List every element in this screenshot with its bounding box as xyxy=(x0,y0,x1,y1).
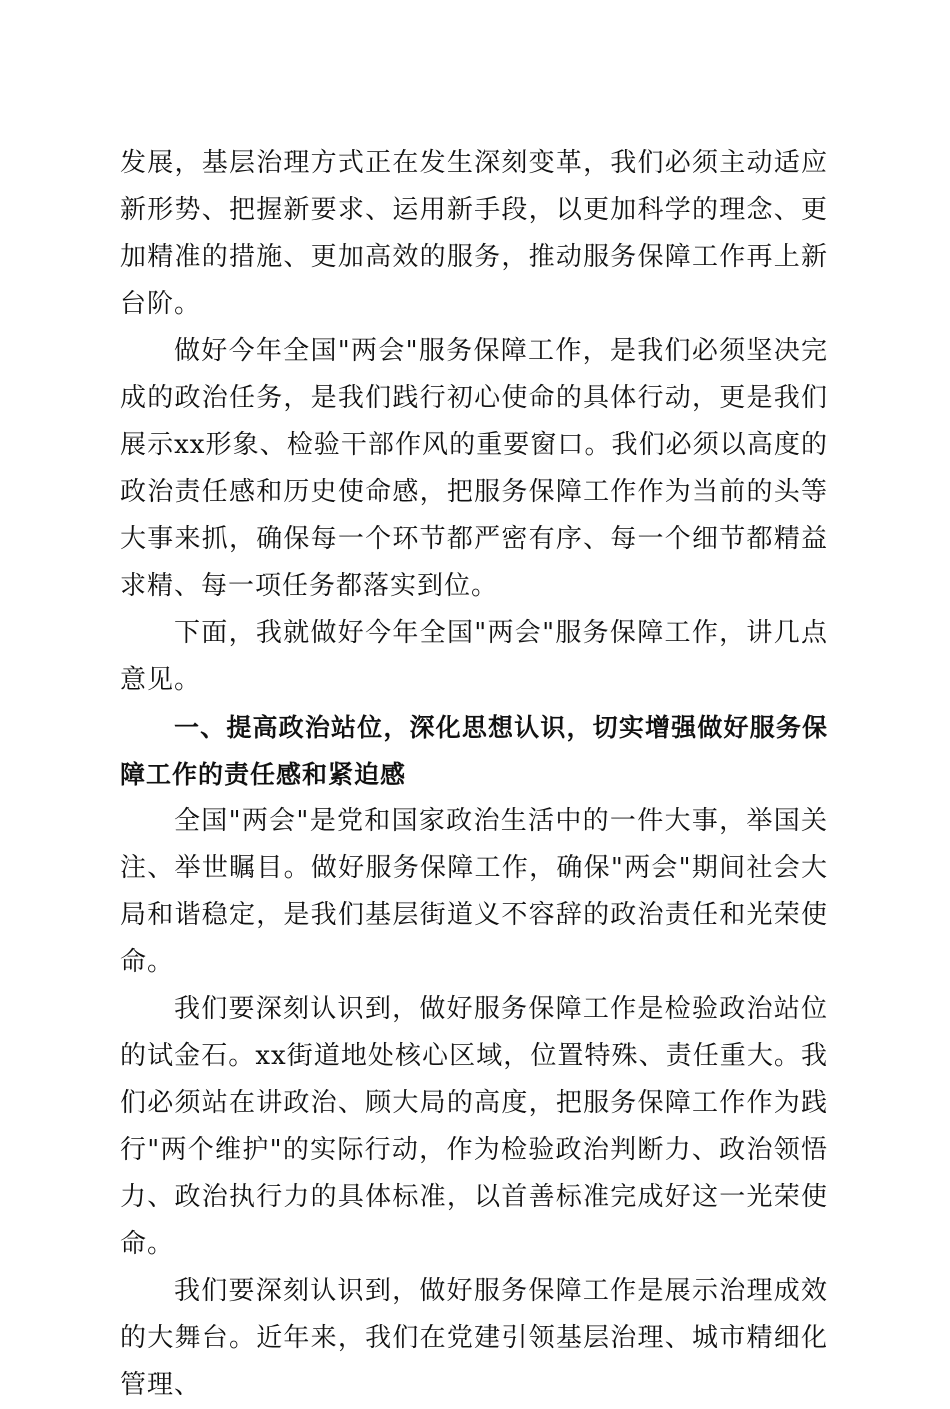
paragraph: 做好今年全国"两会"服务保障工作，是我们必须坚决完成的政治任务，是我们践行初心使命的具体行动，更是我们展示xx形象、检验干部作风的重要窗口。我们必须以高度的政治责任感和历史使命感，把服务保障工作作为当前的头等大事来抓，确保每一个环节都严密有序、每一个细节都精益求精、每一项任务都落实到位。 xyxy=(120,336,828,601)
paragraph-continuation: 发展，基层治理方式正在发生深刻变革，我们必须主动适应新形势、把握新要求、运用新手段，以更加科学的理念、更加精准的措施、更加高效的服务，推动服务保障工作再上新台阶。 xyxy=(120,148,828,319)
document-body xyxy=(120,140,828,1409)
section-heading: 一、提高政治站位，深化思想认识，切实增强做好服务保障工作的责任感和紧迫感 xyxy=(120,713,828,789)
paragraph: 下面，我就做好今年全国"两会"服务保障工作，讲几点意见。 xyxy=(120,618,828,695)
paragraph: 全国"两会"是党和国家政治生活中的一件大事，举国关注、举世瞩目。做好服务保障工作，确保"两会"期间社会大局和谐稳定，是我们基层街道义不容辞的政治责任和光荣使命。 xyxy=(120,806,828,977)
paragraph: 我们要深刻认识到，做好服务保障工作是展示治理成效的大舞台。近年来，我们在党建引领基层治理、城市精细化管理、 xyxy=(120,1276,828,1400)
paragraph: 我们要深刻认识到，做好服务保障工作是检验政治站位的试金石。xx街道地处核心区域，位置特殊、责任重大。我们必须站在讲政治、顾大局的高度，把服务保障工作作为践行"两个维护"的实际行动，作为检验政治判断力、政治领悟力、政治执行力的具体标准，以首善标准完成好这一光荣使命。 xyxy=(120,994,828,1259)
